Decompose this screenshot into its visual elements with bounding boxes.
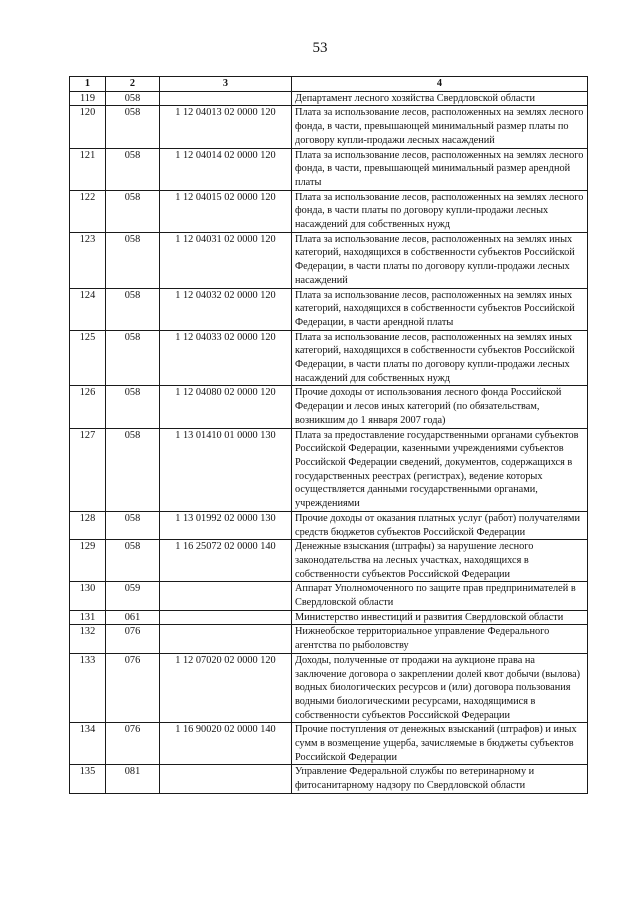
budget-code-cell: 1 13 01992 02 0000 130 xyxy=(160,511,292,539)
admin-code-cell: 058 xyxy=(106,428,160,511)
table-row xyxy=(70,653,588,723)
table-row xyxy=(70,511,588,539)
revenue-name-cell: Нижнеобское территориальное управление Федерального агентства по рыболовству xyxy=(292,625,588,653)
table-body xyxy=(70,91,588,793)
table-row xyxy=(70,106,588,148)
admin-code-cell: 058 xyxy=(106,511,160,539)
table-header-row xyxy=(70,77,588,92)
admin-code-cell: 058 xyxy=(106,148,160,190)
budget-code-cell: 1 12 04013 02 0000 120 xyxy=(160,106,292,148)
column-header-4: 4 xyxy=(292,77,588,92)
row-number-cell: 122 xyxy=(70,190,106,232)
budget-code-cell: 1 16 90020 02 0000 140 xyxy=(160,723,292,765)
table-row xyxy=(70,91,588,106)
admin-code-cell: 058 xyxy=(106,91,160,106)
budget-code-cell: 1 12 04032 02 0000 120 xyxy=(160,288,292,330)
revenue-name-cell: Министерство инвестиций и развития Свердловской области xyxy=(292,610,588,625)
budget-code-cell xyxy=(160,765,292,793)
admin-code-cell: 058 xyxy=(106,540,160,582)
column-header-1: 1 xyxy=(70,77,106,92)
budget-code-cell xyxy=(160,91,292,106)
revenue-name-cell: Плата за использование лесов, расположенных на землях лесного фонда, в части платы по договору купли-продажи лесных насаждений для собственных нужд xyxy=(292,190,588,232)
row-number-cell: 121 xyxy=(70,148,106,190)
revenue-name-cell: Прочие доходы от оказания платных услуг (работ) получателями средств бюджетов субъектов Российской Федерации xyxy=(292,511,588,539)
budget-code-cell xyxy=(160,582,292,610)
budget-code-cell xyxy=(160,625,292,653)
revenue-name-cell: Плата за использование лесов, расположенных на землях иных категорий, находящихся в собственности субъектов Российской Федерации, в части платы по договору купли-продажи лесных насаждений xyxy=(292,232,588,288)
budget-code-cell: 1 12 04031 02 0000 120 xyxy=(160,232,292,288)
budget-code-cell xyxy=(160,610,292,625)
admin-code-cell: 059 xyxy=(106,582,160,610)
revenue-name-cell: Плата за предоставление государственными органами субъектов Российской Федерации, казенными учреждениями субъектов Российской Федерации сведений, документов, содержащихся в государственных реестрах (регистрах), ведение которых осуществляется данными государственными органами, учреждениями xyxy=(292,428,588,511)
admin-code-cell: 058 xyxy=(106,330,160,386)
budget-code-cell: 1 16 25072 02 0000 140 xyxy=(160,540,292,582)
revenue-name-cell: Плата за использование лесов, расположенных на землях лесного фонда, в части, превышающей минимальный размер платы по договору купли-продажи лесных насаждений xyxy=(292,106,588,148)
budget-code-cell: 1 12 07020 02 0000 120 xyxy=(160,653,292,723)
budget-code-cell: 1 12 04080 02 0000 120 xyxy=(160,386,292,428)
revenue-name-cell: Денежные взыскания (штрафы) за нарушение лесного законодательства на лесных участках, находящихся в собственности субъектов Российской Федерации xyxy=(292,540,588,582)
row-number-cell: 133 xyxy=(70,653,106,723)
column-header-3: 3 xyxy=(160,77,292,92)
row-number-cell: 125 xyxy=(70,330,106,386)
row-number-cell: 123 xyxy=(70,232,106,288)
revenue-name-cell: Прочие поступления от денежных взысканий (штрафов) и иных сумм в возмещение ущерба, зачисляемые в бюджеты субъектов Российской Федерации xyxy=(292,723,588,765)
page-number: 53 xyxy=(312,40,328,56)
admin-code-cell: 081 xyxy=(106,765,160,793)
table-row xyxy=(70,610,588,625)
row-number-cell: 134 xyxy=(70,723,106,765)
admin-code-cell: 058 xyxy=(106,288,160,330)
budget-code-cell: 1 12 04015 02 0000 120 xyxy=(160,190,292,232)
table-row xyxy=(70,190,588,232)
table-row xyxy=(70,288,588,330)
row-number-cell: 129 xyxy=(70,540,106,582)
revenue-name-cell: Управление Федеральной службы по ветеринарному и фитосанитарному надзору по Свердловской области xyxy=(292,765,588,793)
table-row xyxy=(70,765,588,793)
table-row xyxy=(70,625,588,653)
row-number-cell: 131 xyxy=(70,610,106,625)
budget-code-cell: 1 12 04033 02 0000 120 xyxy=(160,330,292,386)
table-row xyxy=(70,723,588,765)
admin-code-cell: 076 xyxy=(106,625,160,653)
admin-code-cell: 058 xyxy=(106,106,160,148)
revenue-name-cell: Доходы, полученные от продажи на аукционе права на заключение договора о закреплении долей квот добычи (вылова) водных биологических ресурсов и (или) договора пользования водными биологическими ресурсами, находящимися в собственности субъектов Российской Федерации xyxy=(292,653,588,723)
table-row xyxy=(70,148,588,190)
row-number-cell: 124 xyxy=(70,288,106,330)
row-number-cell: 130 xyxy=(70,582,106,610)
row-number-cell: 126 xyxy=(70,386,106,428)
row-number-cell: 119 xyxy=(70,91,106,106)
revenue-administrators-table xyxy=(69,76,588,794)
row-number-cell: 128 xyxy=(70,511,106,539)
column-header-2: 2 xyxy=(106,77,160,92)
admin-code-cell: 058 xyxy=(106,232,160,288)
admin-code-cell: 058 xyxy=(106,386,160,428)
revenue-name-cell: Департамент лесного хозяйства Свердловской области xyxy=(292,91,588,106)
table-row xyxy=(70,386,588,428)
row-number-cell: 120 xyxy=(70,106,106,148)
table-row xyxy=(70,582,588,610)
row-number-cell: 135 xyxy=(70,765,106,793)
table-row xyxy=(70,428,588,511)
admin-code-cell: 058 xyxy=(106,190,160,232)
row-number-cell: 127 xyxy=(70,428,106,511)
admin-code-cell: 076 xyxy=(106,723,160,765)
admin-code-cell: 061 xyxy=(106,610,160,625)
budget-code-cell: 1 13 01410 01 0000 130 xyxy=(160,428,292,511)
revenue-name-cell: Аппарат Уполномоченного по защите прав предпринимателей в Свердловской области xyxy=(292,582,588,610)
revenue-name-cell: Прочие доходы от использования лесного фонда Российской Федерации и лесов иных категорий (по обязательствам, возникшим до 1 января 2007 года) xyxy=(292,386,588,428)
table-row xyxy=(70,540,588,582)
revenue-name-cell: Плата за использование лесов, расположенных на землях иных категорий, находящихся в собственности субъектов Российской Федерации, в части арендной платы xyxy=(292,288,588,330)
revenue-name-cell: Плата за использование лесов, расположенных на землях иных категорий, находящихся в собственности субъектов Российской Федерации, в части платы по договору купли-продажи лесных насаждений для собственных нужд xyxy=(292,330,588,386)
revenue-name-cell: Плата за использование лесов, расположенных на землях лесного фонда, в части, превышающей минимальный размер арендной платы xyxy=(292,148,588,190)
table-row xyxy=(70,330,588,386)
admin-code-cell: 076 xyxy=(106,653,160,723)
row-number-cell: 132 xyxy=(70,625,106,653)
table-row xyxy=(70,232,588,288)
budget-code-cell: 1 12 04014 02 0000 120 xyxy=(160,148,292,190)
